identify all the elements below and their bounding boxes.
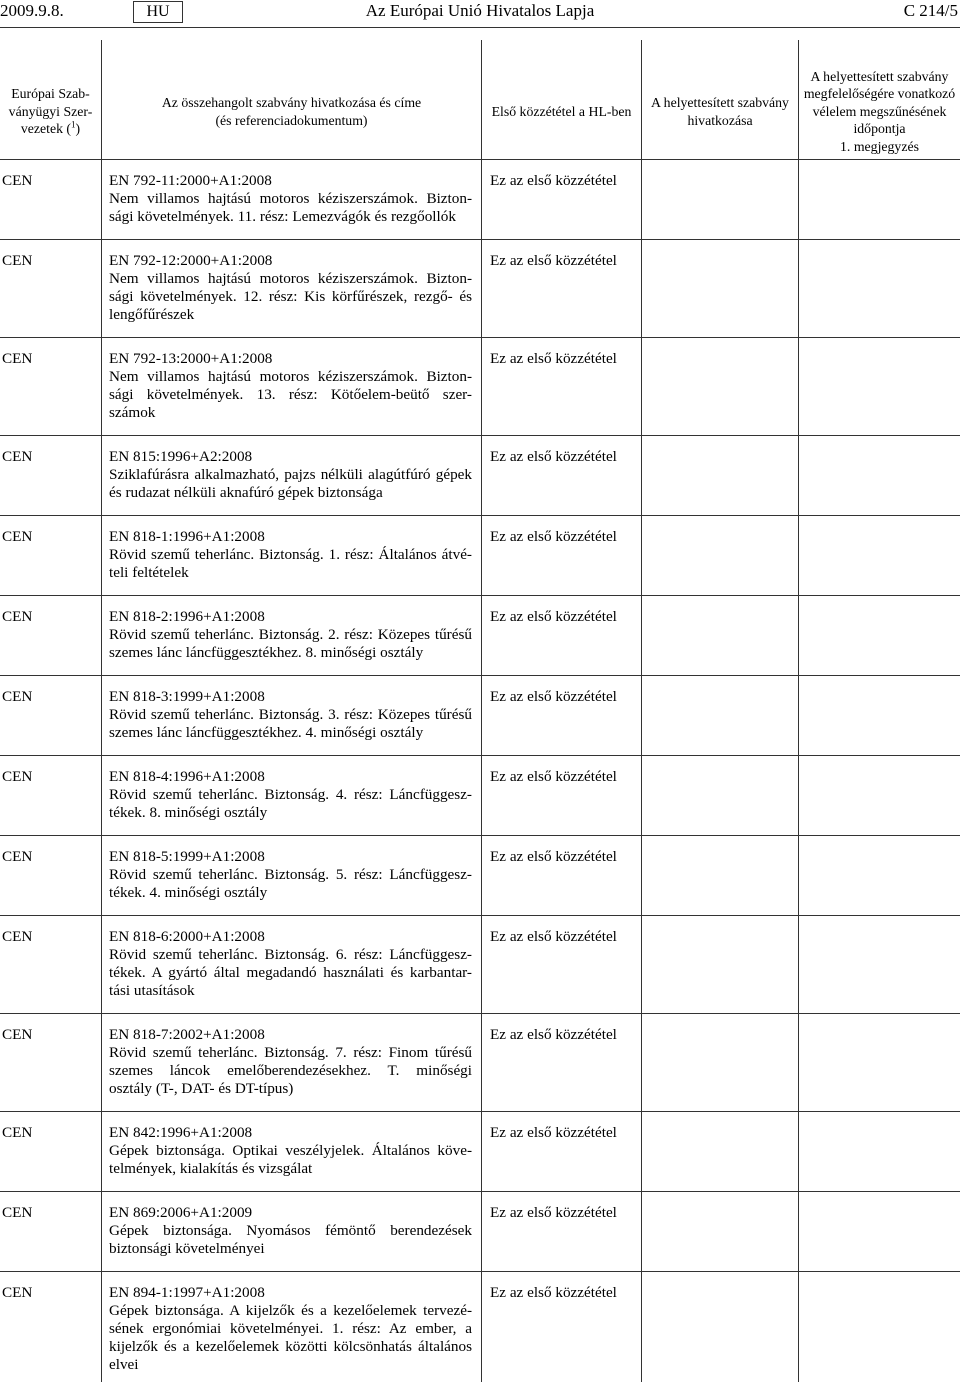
cessation-date-cell <box>798 516 960 595</box>
publication-date: 2009.9.8. <box>0 1 64 20</box>
header-line: Az összehangolt szabvány hivatkozása és címe <box>161 95 422 110</box>
standard-title-line: Rövid szemű teherlánc. Biztonság. 5. rész: Láncfüggesz- <box>109 866 472 883</box>
first-publication-note: Ez az első közzététel <box>490 608 617 625</box>
first-publication-note: Ez az első közzététel <box>490 1284 617 1301</box>
first-publication-note: Ez az első közzététel <box>490 252 617 269</box>
organisation-cell <box>0 916 101 1013</box>
table-row <box>0 1192 960 1272</box>
standard-reference: EN 792-11:2000+A1:2008 <box>109 172 272 189</box>
standard-cell <box>101 240 481 337</box>
standard-cell <box>101 1272 481 1382</box>
header-line: időpontja <box>853 121 906 137</box>
first-publication-cell <box>481 1272 641 1382</box>
standard-title-line: szemes lánc láncfüggesztékhez. 4. minőségi osztály <box>109 724 424 741</box>
standard-reference: EN 869:2006+A1:2009 <box>109 1204 253 1221</box>
first-publication-note: Ez az első közzététel <box>490 1026 617 1043</box>
standard-title-line: kijelzők és a kezelőelemek közötti kölcsönhatás általános <box>109 1338 472 1355</box>
page-header <box>0 0 960 28</box>
page-reference: C 214/5 <box>903 1 958 20</box>
standard-cell <box>101 1192 481 1271</box>
superseded-reference-cell <box>641 1272 798 1382</box>
superseded-reference-cell <box>641 338 798 435</box>
superseded-reference-cell <box>641 516 798 595</box>
first-publication-note: Ez az első közzététel <box>490 350 617 367</box>
table-row <box>0 436 960 516</box>
standard-cell <box>101 1112 481 1191</box>
table-row <box>0 240 960 338</box>
standard-title-line: Nem villamos hajtású motoros kéziszerszámok. Bizton- <box>109 368 472 385</box>
first-publication-note: Ez az első közzététel <box>490 688 617 705</box>
first-publication-note: Ez az első közzététel <box>490 1124 617 1141</box>
organisation-code: CEN <box>2 1284 33 1301</box>
standard-title-line: Rövid szemű teherlánc. Biztonság. 1. rész: Általános átvé- <box>109 546 472 563</box>
superseded-reference-cell <box>641 240 798 337</box>
organisation-code: CEN <box>2 252 33 269</box>
organisation-cell <box>0 160 101 239</box>
superseded-reference-cell <box>641 1192 798 1271</box>
standard-title-line: Gépek biztonsága. A kijelzők és a kezelőelemek tervezé- <box>109 1302 472 1319</box>
cessation-date-cell <box>798 338 960 435</box>
first-publication-note: Ez az első közzététel <box>490 172 617 189</box>
organisation-code: CEN <box>2 528 33 545</box>
superseded-reference-cell <box>641 676 798 755</box>
standard-title-line: teli feltételek <box>109 564 189 581</box>
organisation-cell <box>0 338 101 435</box>
superseded-reference-cell <box>641 436 798 515</box>
standard-title-line: elvei <box>109 1356 139 1373</box>
organisation-cell <box>0 516 101 595</box>
standard-reference: EN 818-6:2000+A1:2008 <box>109 928 265 945</box>
standard-cell <box>101 436 481 515</box>
organisation-code: CEN <box>2 768 33 785</box>
table-row <box>0 676 960 756</box>
standard-cell <box>101 756 481 835</box>
first-publication-cell <box>481 676 641 755</box>
first-publication-note: Ez az első közzététel <box>490 448 617 465</box>
header-line: 1. megjegyzés <box>840 138 919 154</box>
table-row <box>0 1014 960 1112</box>
cessation-date-cell <box>798 160 960 239</box>
standard-title-line: szemes lánc láncfüggesztékhez. 8. minőségi osztály <box>109 644 424 661</box>
standard-title-line: biztonsági követelményei <box>109 1240 265 1257</box>
standard-reference: EN 792-12:2000+A1:2008 <box>109 252 273 269</box>
header-line: hivatkozása <box>687 112 753 128</box>
standard-title-line: Gépek biztonsága. Optikai veszélyjelek. Általános köve- <box>109 1142 472 1159</box>
table-row <box>0 1272 960 1382</box>
first-publication-cell <box>481 596 641 675</box>
first-publication-note: Ez az első közzététel <box>490 1204 617 1221</box>
organisation-code: CEN <box>2 448 33 465</box>
header-organisation <box>0 40 101 159</box>
standard-cell <box>101 160 481 239</box>
superseded-reference-cell <box>641 160 798 239</box>
cessation-date-cell <box>798 596 960 675</box>
header-line: A helyettesített szabvány <box>810 68 949 84</box>
cessation-date-cell <box>798 436 960 515</box>
standard-title-line: számok <box>109 404 156 421</box>
standard-reference: EN 818-2:1996+A1:2008 <box>109 608 265 625</box>
organisation-cell <box>0 596 101 675</box>
first-publication-cell <box>481 1014 641 1111</box>
first-publication-cell <box>481 240 641 337</box>
first-publication-cell <box>481 516 641 595</box>
organisation-code: CEN <box>2 608 33 625</box>
standard-title-line: osztály (T-, DAT- és DT-típus) <box>109 1080 294 1097</box>
table-row <box>0 916 960 1014</box>
table-row <box>0 756 960 836</box>
standard-title-line: Rövid szemű teherlánc. Biztonság. 3. rész: Közepes tűrésű <box>109 706 472 723</box>
first-publication-cell <box>481 1112 641 1191</box>
organisation-code: CEN <box>2 1026 33 1043</box>
standard-title-line: sági követelmények. 12. rész: Kis körfűrészek, rezgő- és <box>109 288 472 305</box>
organisation-cell <box>0 240 101 337</box>
standard-cell <box>101 676 481 755</box>
table-row <box>0 160 960 240</box>
header-line: Első közzététel a HL-ben <box>491 103 632 119</box>
cessation-date-cell <box>798 1112 960 1191</box>
organisation-code: CEN <box>2 848 33 865</box>
header-superseded-reference <box>641 40 798 159</box>
first-publication-cell <box>481 1192 641 1271</box>
first-publication-cell <box>481 160 641 239</box>
header-first-publication <box>481 40 641 159</box>
first-publication-note: Ez az első közzététel <box>490 528 617 545</box>
first-publication-cell <box>481 436 641 515</box>
standard-title-line: sági követelmények. 11. rész: Lemezvágók és rezgőollók <box>109 208 456 225</box>
organisation-cell <box>0 436 101 515</box>
standard-reference: EN 894-1:1997+A1:2008 <box>109 1284 265 1301</box>
standard-title-line: sági követelmények. 13. rész: Kötőelem-beütő szer- <box>109 386 472 403</box>
standard-reference: EN 818-7:2002+A1:2008 <box>109 1026 265 1043</box>
superseded-reference-cell <box>641 1014 798 1111</box>
table-row <box>0 1112 960 1192</box>
standards-table <box>0 40 960 1382</box>
header-reference-and-title <box>101 40 481 159</box>
table-row <box>0 836 960 916</box>
organisation-cell <box>0 1014 101 1111</box>
superseded-reference-cell <box>641 756 798 835</box>
organisation-cell <box>0 836 101 915</box>
standard-title-line: lengőfűrészek <box>109 306 195 323</box>
cessation-date-cell <box>798 1014 960 1111</box>
standard-reference: EN 818-4:1996+A1:2008 <box>109 768 265 785</box>
superseded-reference-cell <box>641 916 798 1013</box>
standard-cell <box>101 338 481 435</box>
standard-title-line: Rövid szemű teherlánc. Biztonság. 2. rész: Közepes tűrésű <box>109 626 472 643</box>
standard-reference: EN 792-13:2000+A1:2008 <box>109 350 273 367</box>
organisation-code: CEN <box>2 350 33 367</box>
header-line: Európai Szab- <box>11 86 90 102</box>
standard-cell <box>101 596 481 675</box>
organisation-code: CEN <box>2 172 33 189</box>
organisation-code: CEN <box>2 688 33 705</box>
standard-cell <box>101 1014 481 1111</box>
cessation-date-cell <box>798 676 960 755</box>
header-line: (és referenciadokumentum) <box>215 112 368 128</box>
standard-title-line: telmények, kialakítás és vizsgálat <box>109 1160 313 1177</box>
standard-title-line: tékek. 8. minőségi osztály <box>109 804 268 821</box>
table-row <box>0 596 960 676</box>
standard-reference: EN 818-1:1996+A1:2008 <box>109 528 265 545</box>
cessation-date-cell <box>798 756 960 835</box>
header-line: A helyettesített szabvány <box>651 95 789 110</box>
superseded-reference-cell <box>641 1112 798 1191</box>
header-line: megfelelőségére vonatkozó <box>803 86 956 102</box>
cessation-date-cell <box>798 1192 960 1271</box>
standard-reference: EN 818-3:1999+A1:2008 <box>109 688 265 705</box>
superseded-reference-cell <box>641 836 798 915</box>
standard-cell <box>101 916 481 1013</box>
organisation-code: CEN <box>2 928 33 945</box>
table-row <box>0 338 960 436</box>
footnote-reference: 1 <box>71 119 76 130</box>
standard-title-line: Sziklafúrásra alkalmazható, pajzs nélküli alagútfúró gépek <box>109 466 472 483</box>
cessation-date-cell <box>798 916 960 1013</box>
first-publication-cell <box>481 836 641 915</box>
standard-title-line: Rövid szemű teherlánc. Biztonság. 6. rész: Láncfüggesz- <box>109 946 472 963</box>
organisation-cell <box>0 1272 101 1382</box>
table-header-row <box>0 40 960 160</box>
header-text: ) <box>75 121 81 137</box>
standard-title-line: szemes láncok emelőberendezésekhez. T. minőségi <box>109 1062 472 1079</box>
header-line: ványügyi Szer- <box>8 103 93 119</box>
first-publication-cell <box>481 756 641 835</box>
standard-title-line: tási utasítások <box>109 982 195 999</box>
organisation-code: CEN <box>2 1204 33 1221</box>
organisation-code: CEN <box>2 1124 33 1141</box>
organisation-cell <box>0 756 101 835</box>
first-publication-cell <box>481 916 641 1013</box>
standard-title-line: tékek. 4. minőségi osztály <box>109 884 268 901</box>
table-body <box>0 160 960 1382</box>
standard-title-line: Gépek biztonsága. Nyomásos fémöntő berendezések <box>109 1222 472 1239</box>
standard-title-line: sének ergonómiai követelményei. 1. rész: Az ember, a <box>109 1320 472 1337</box>
organisation-cell <box>0 676 101 755</box>
standard-title-line: Nem villamos hajtású motoros kéziszerszámok. Bizton- <box>109 270 472 287</box>
standard-reference: EN 842:1996+A1:2008 <box>109 1124 253 1141</box>
language-badge: HU <box>133 1 183 23</box>
standard-reference: EN 818-5:1999+A1:2008 <box>109 848 265 865</box>
journal-title: Az Európai Unió Hivatalos Lapja <box>365 1 595 20</box>
first-publication-cell <box>481 338 641 435</box>
header-line <box>21 120 80 138</box>
header-cessation-date <box>798 40 960 159</box>
header-text: vezetek ( <box>20 121 72 137</box>
standard-title-line: Nem villamos hajtású motoros kéziszerszámok. Bizton- <box>109 190 472 207</box>
standard-cell <box>101 516 481 595</box>
cessation-date-cell <box>798 1272 960 1382</box>
header-line: vélelem megszűnésének <box>812 103 947 119</box>
cessation-date-cell <box>798 240 960 337</box>
first-publication-note: Ez az első közzététel <box>490 928 617 945</box>
standard-cell <box>101 836 481 915</box>
standard-title-line: tékek. A gyártó által megadandó használati és karbantar- <box>109 964 472 981</box>
first-publication-note: Ez az első közzététel <box>490 768 617 785</box>
standard-title-line: Rövid szemű teherlánc. Biztonság. 7. rész: Finom tűrésű <box>109 1044 472 1061</box>
standard-reference: EN 815:1996+A2:2008 <box>109 448 253 465</box>
superseded-reference-cell <box>641 596 798 675</box>
standard-title-line: és rudazat nélküli aknafúró gépek biztonsága <box>109 484 383 501</box>
organisation-cell <box>0 1112 101 1191</box>
first-publication-note: Ez az első közzététel <box>490 848 617 865</box>
standard-title-line: Rövid szemű teherlánc. Biztonság. 4. rész: Láncfüggesz- <box>109 786 472 803</box>
cessation-date-cell <box>798 836 960 915</box>
table-row <box>0 516 960 596</box>
organisation-cell <box>0 1192 101 1271</box>
